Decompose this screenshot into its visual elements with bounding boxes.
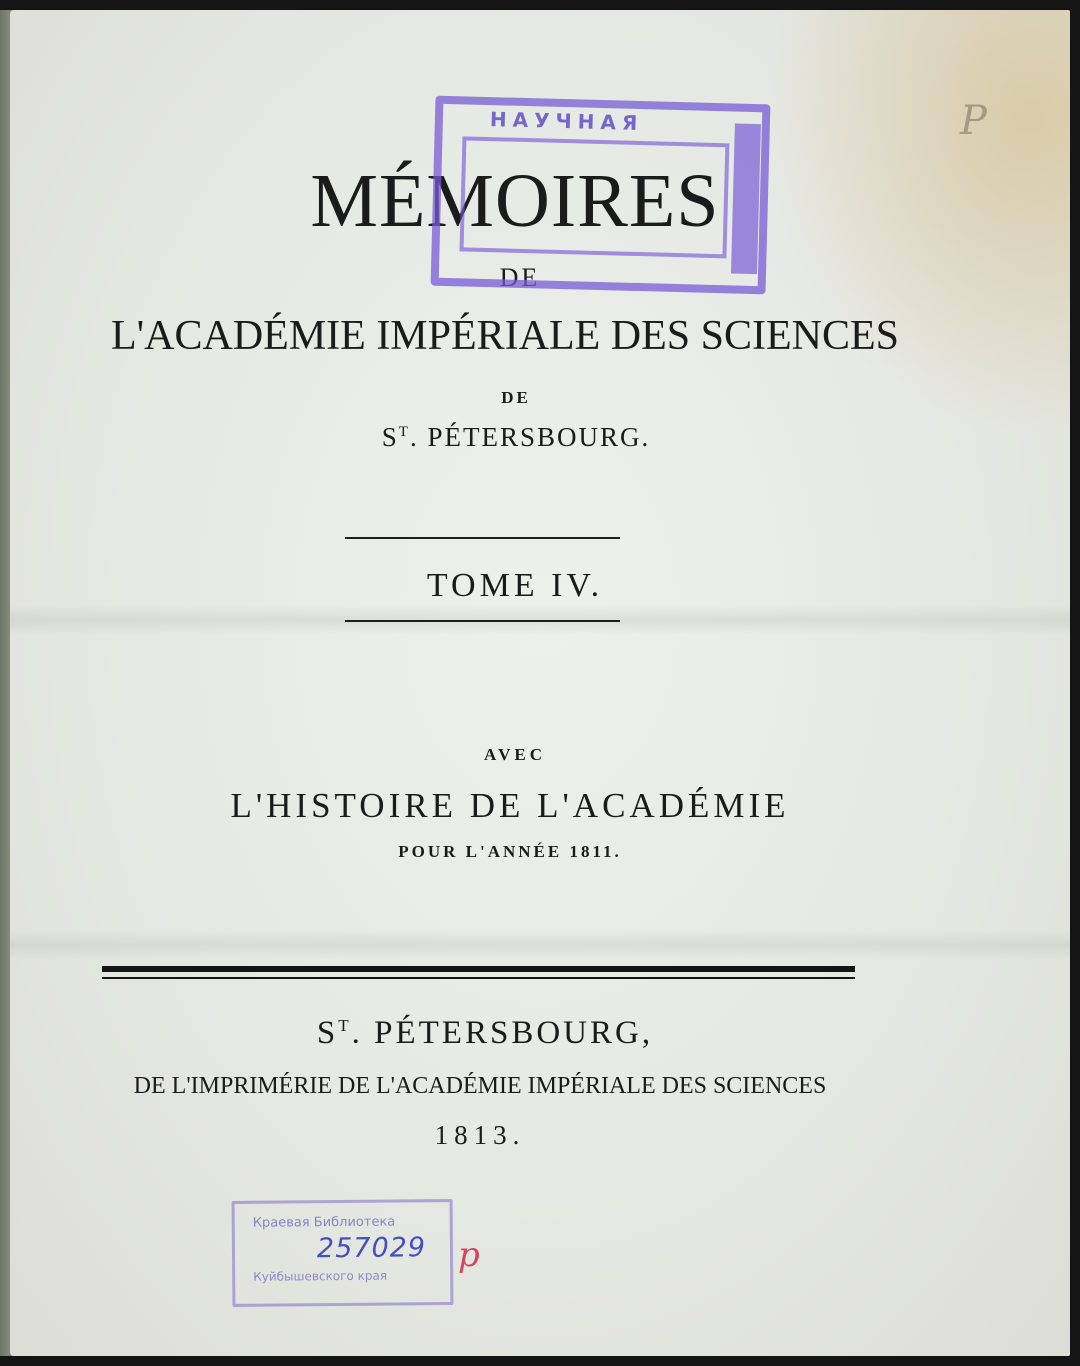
avec-label: AVEC <box>484 745 546 764</box>
printer-line: DE L'IMPRIMÉRIE DE L'ACADÉMIE IMPÉRIALE DES SCIENCES <box>133 1073 827 1099</box>
main-title: MÉMOIRES <box>310 159 720 243</box>
double-rule-thick <box>102 966 855 972</box>
imprint-city <box>10 1015 1015 1052</box>
pencil-handwritten-mark: P <box>960 98 987 144</box>
stamp-side-band <box>731 123 761 274</box>
inventory-number: 257029 <box>316 1232 427 1265</box>
stamp-top-label: НАУЧНАЯ <box>489 107 644 136</box>
library-stamp-bottom <box>232 1199 454 1307</box>
stamp-bottom-line1: Краевая Библиотека <box>252 1214 396 1231</box>
stamp-inner-box <box>459 136 729 258</box>
paper-fold <box>10 930 1070 960</box>
library-stamp-top <box>431 96 771 295</box>
pour-annee-line: POUR L'ANNÉE 1811. <box>398 842 622 861</box>
publication-year: 1813. <box>434 1120 526 1150</box>
de-line-2: DE <box>501 388 531 407</box>
city-prefix: S <box>381 422 399 452</box>
city-line <box>10 422 1046 453</box>
imprint-city-rest: . PÉTERSBOURG, <box>351 1015 654 1051</box>
city-sup: T <box>398 424 410 440</box>
institution-name: L'ACADÉMIE IMPÉRIALE DES SCIENCES <box>110 313 900 359</box>
tome-label: TOME IV. <box>426 567 604 604</box>
double-rule-thin <box>102 977 855 979</box>
city-rest: . PÉTERSBOURG. <box>409 422 651 452</box>
histoire-title: L'HISTOIRE DE L'ACADÉMIE <box>230 786 790 825</box>
imprint-city-sup: T <box>338 1016 352 1035</box>
rule-above-tome <box>345 537 620 539</box>
title-page <box>10 10 1070 1356</box>
imprint-city-prefix: S <box>316 1015 339 1051</box>
red-handwritten-mark: р <box>458 1235 480 1275</box>
de-line-1: DE <box>499 263 541 292</box>
stamp-bottom-line3: Куйбышевского края <box>253 1268 388 1284</box>
rule-below-tome <box>345 620 620 622</box>
